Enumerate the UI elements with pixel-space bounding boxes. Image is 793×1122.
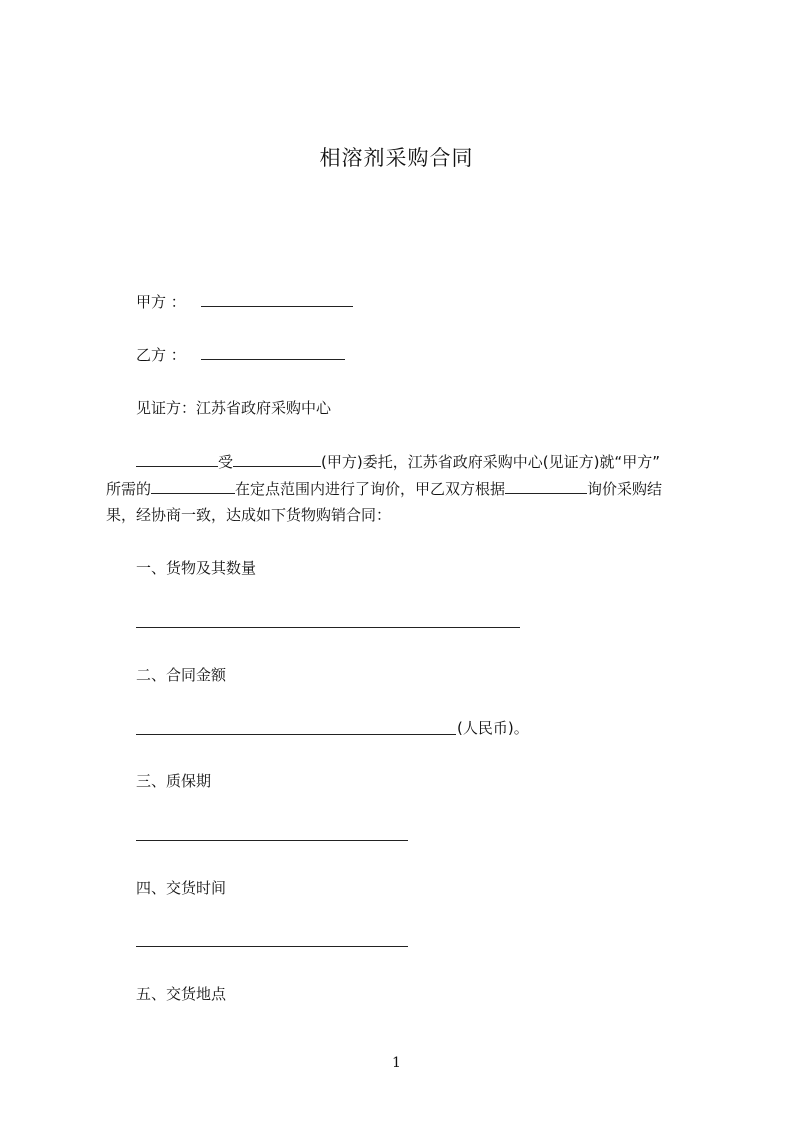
- party-a-line: [136, 291, 353, 312]
- section-5-heading: 五、交货地点: [136, 985, 227, 1003]
- party-b-label: 乙方 ：: [136, 346, 186, 364]
- intro-line-2: [106, 478, 698, 499]
- party-b-blank[interactable]: [201, 344, 345, 360]
- witness-value: 江苏省政府采购中心: [196, 399, 332, 417]
- intro-text-4: 在定点范围内进行了询价，甲乙双方根据: [235, 480, 506, 498]
- section-3-heading: 三、质保期: [136, 772, 212, 790]
- intro-blank-4[interactable]: [505, 478, 587, 494]
- intro-blank-3[interactable]: [151, 478, 235, 494]
- section-2-suffix: (人民币)。: [457, 719, 529, 737]
- section-2-heading: 二、合同金额: [136, 666, 227, 684]
- section-4-heading: 四、交货时间: [136, 879, 227, 897]
- party-a-label: 甲方 ：: [136, 293, 186, 311]
- section-1-blank[interactable]: [136, 627, 520, 628]
- intro-text-1: 受: [218, 453, 234, 471]
- intro-text-2: (甲方)委托，江苏省政府采购中心(见证方)就“甲方”: [321, 453, 660, 471]
- intro-line-1: [136, 451, 660, 472]
- page-number: 1: [392, 1055, 401, 1071]
- section-4-blank[interactable]: [136, 946, 408, 947]
- section-3-blank[interactable]: [136, 840, 408, 841]
- intro-line-3: 果，经协商一致，达成如下货物购销合同：: [106, 506, 392, 524]
- party-b-line: [136, 344, 345, 365]
- intro-text-5: 询价采购结: [587, 480, 663, 498]
- section-1-heading: 一、货物及其数量: [136, 559, 257, 577]
- party-a-blank[interactable]: [201, 291, 353, 307]
- section-2-blank[interactable]: [136, 734, 456, 735]
- witness-label: 见证方：: [136, 399, 197, 417]
- intro-blank-2[interactable]: [233, 451, 321, 467]
- witness-line: [136, 398, 331, 418]
- document-title: 相溶剂采购合同: [319, 146, 474, 170]
- intro-blank-1[interactable]: [136, 451, 218, 467]
- intro-text-3: 所需的: [106, 480, 152, 498]
